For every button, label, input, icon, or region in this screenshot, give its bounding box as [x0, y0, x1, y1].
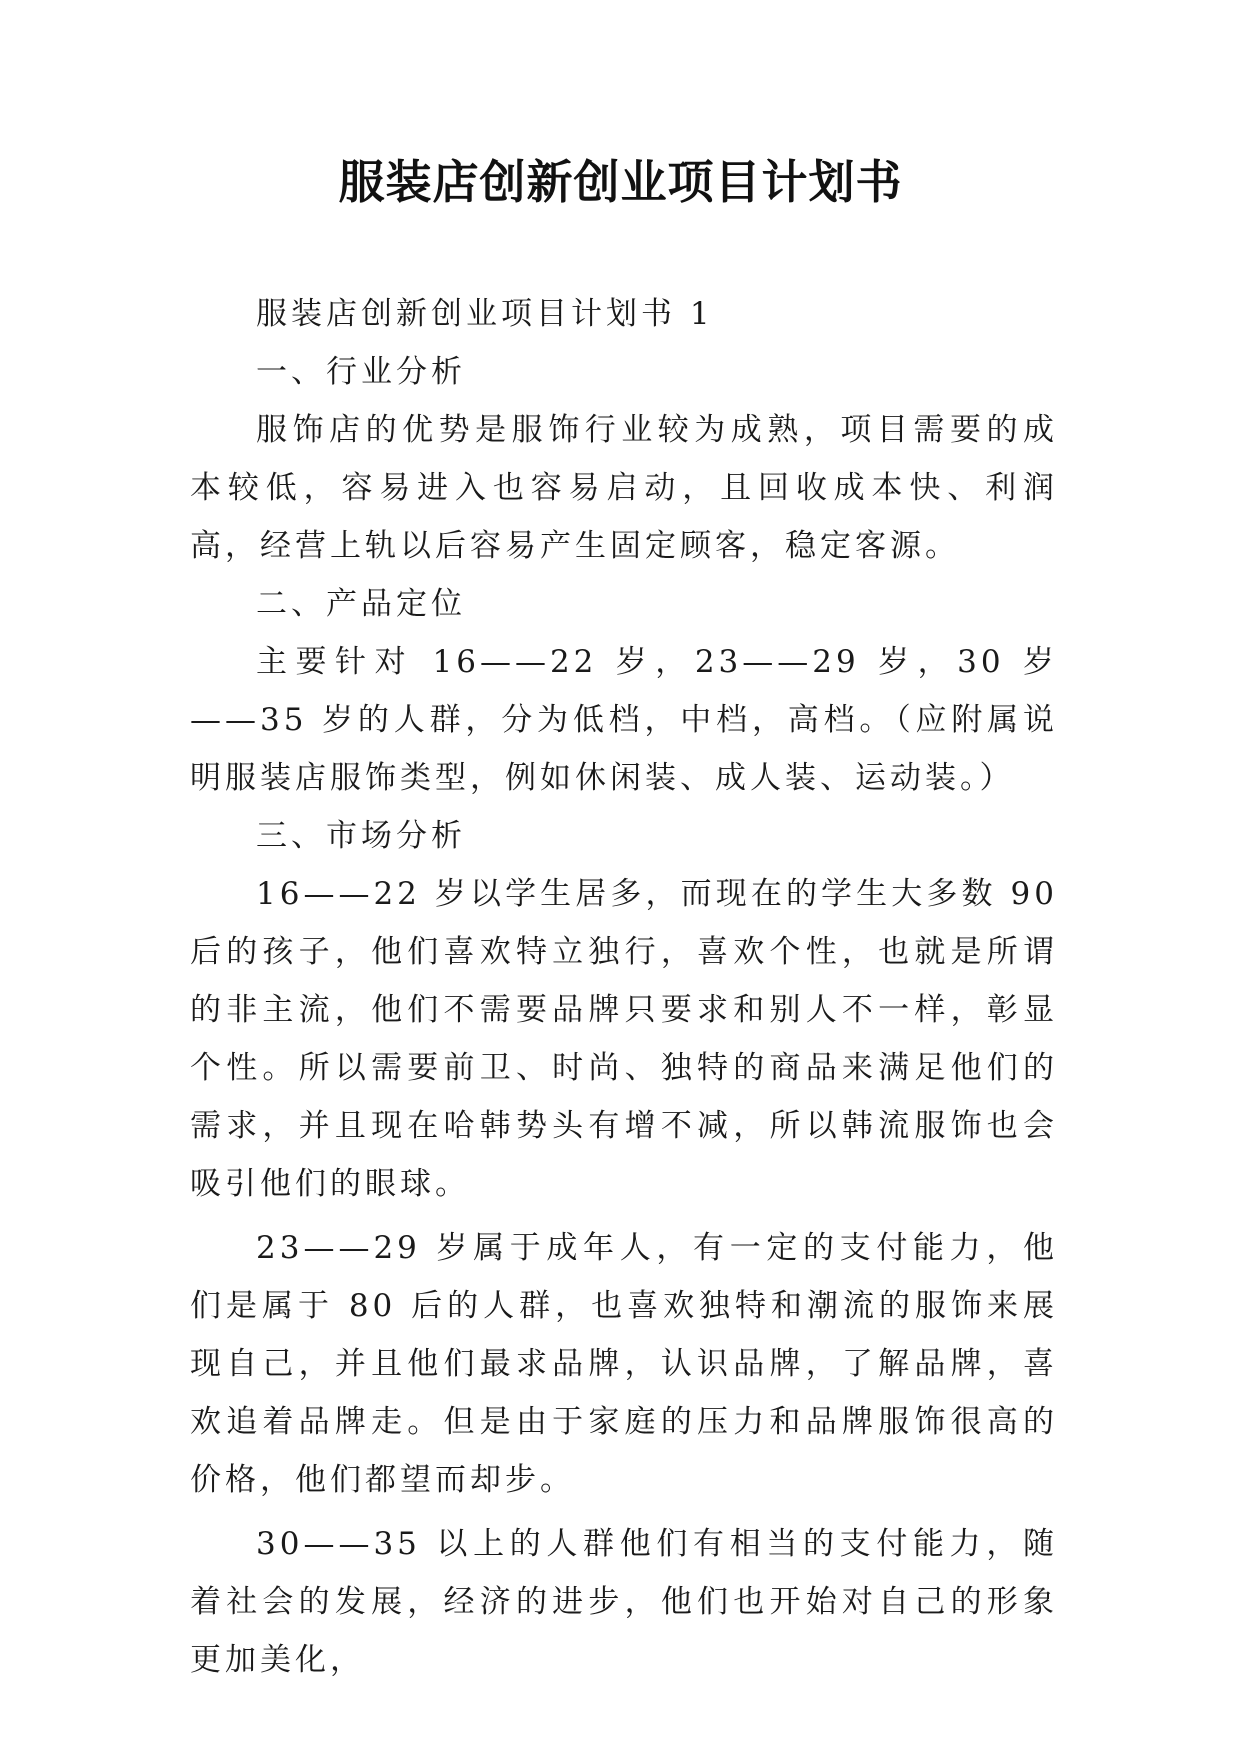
document-body: [190, 285, 1058, 1689]
paragraph-industry-analysis: 服饰店的优势是服饰行业较为成熟，项目需要的成本较低，容易进入也容易启动，且回收成本快、利润高，经营上轨以后容易产生固定顾客，稳定客源。: [190, 412, 1058, 564]
paragraph-market-23-29: 23——29 岁属于成年人，有一定的支付能力，他们是属于 80 后的人群，也喜欢独特和潮流的服饰来展现自己，并且他们最求品牌，认识品牌，了解品牌，喜欢追着品牌走。但是由于家庭的压力和品牌服饰很高的价格，他们都望而却步。: [190, 1230, 1058, 1498]
paragraph-product-positioning: 主要针对 16——22 岁，23——29 岁，30 岁——35 岁的人群，分为低档，中档，高档。（应附属说明服装店服饰类型，例如休闲装、成人装、运动装。）: [190, 644, 1058, 796]
document-title: 服装店创新创业项目计划书: [338, 155, 903, 209]
paragraph-market-30-35: 30——35 以上的人群他们有相当的支付能力，随着社会的发展，经济的进步，他们也开始对自己的形象更加美化，: [190, 1526, 1058, 1678]
subtitle-paragraph: 服装店创新创业项目计划书 1: [256, 296, 714, 332]
section-heading-positioning: 二、产品定位: [256, 586, 466, 622]
section-heading-industry: 一、行业分析: [256, 354, 466, 390]
paragraph-market-16-22: 16——22 岁以学生居多，而现在的学生大多数 90 后的孩子，他们喜欢特立独行，喜欢个性，也就是所谓的非主流，他们不需要品牌只要求和别人不一样，彰显个性。所以需要前卫、时尚、独特的商品来满足他们的需求，并且现在哈韩势头有增不减，所以韩流服饰也会吸引他们的眼球。: [190, 876, 1058, 1202]
section-heading-market: 三、市场分析: [256, 818, 466, 854]
